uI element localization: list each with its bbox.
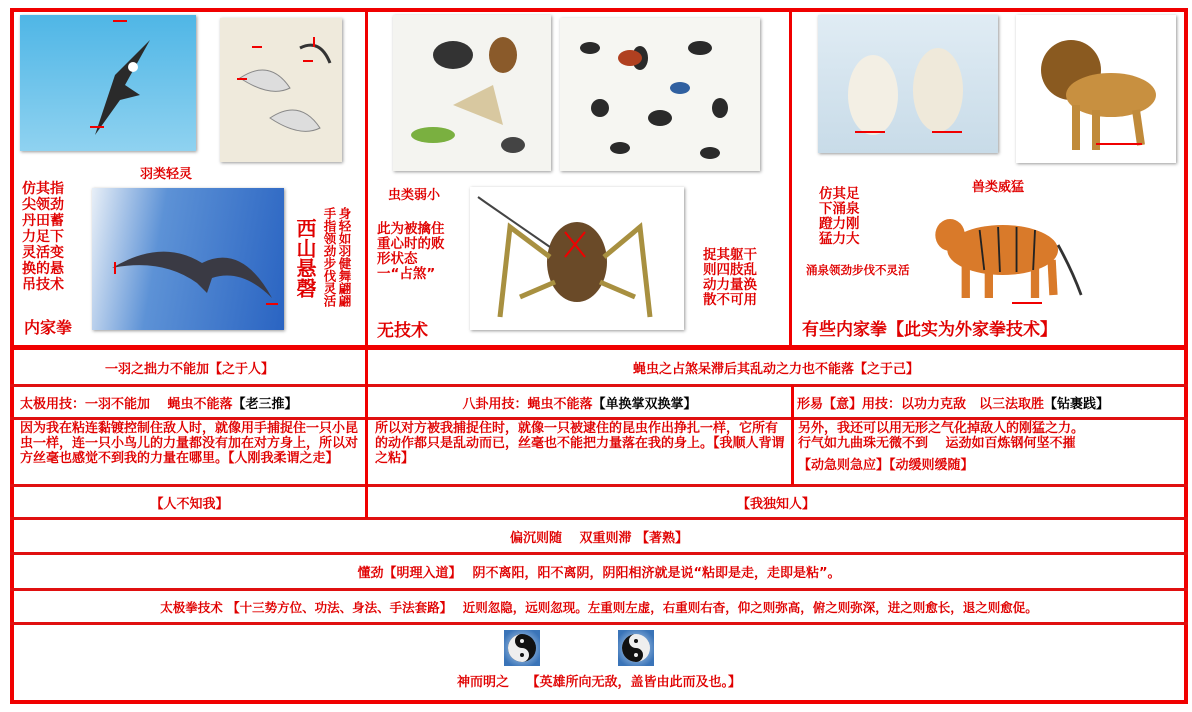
divider: [10, 417, 1188, 420]
marker: [313, 37, 315, 47]
beasts-description: 仿其足 下涌泉 蹬力刚 猛力大: [819, 186, 860, 247]
bagua-technique: [368, 387, 791, 417]
row-dongjin: 懂劲【明理入道】 阴不离阳，阳不离阴，阴阳相济就是说“粘即是走，走即是粘”。: [357, 566, 841, 581]
row-taijiquan-technique: 太极拳技术 【十三势方位、功法、身法、手法套路】 近则忽隐，远则忽现。左重则左虚，右重则右杳，仰之则弥高，俯之则弥深，进之则愈长，退之则愈促。: [160, 599, 1038, 615]
marker: [90, 126, 104, 128]
cricket-image: [470, 187, 684, 330]
divider: [789, 10, 792, 348]
row-yiyu: 一羽之拙力不能加【之于人】: [104, 361, 274, 377]
vertical-note-1: 手指领劲步伐灵活: [322, 207, 337, 307]
marker: [1012, 302, 1042, 304]
marker: [1096, 143, 1142, 145]
row-pianchen: 偏沉则随 双重则滞 【著熟】: [509, 530, 689, 546]
tiger-image: [915, 200, 1083, 305]
marker: [855, 131, 885, 133]
xingyi-technique-name: 【钻裹践】: [1044, 396, 1110, 412]
bagua-explanation: 所以对方被我捕捉住时，就像一只被逮住的昆虫作出挣扎一样，它所有的动作都只是乱动而已，丝毫也不能把力量落在我的身上。【我顺人背谓之粘】: [375, 421, 785, 466]
category-label-insects: 虫类弱小: [388, 188, 441, 203]
panel-footer-external: 有些内家拳【此实为外家拳技术】: [802, 320, 1057, 340]
category-label-beasts: 兽类威猛: [972, 180, 1025, 195]
marker: [237, 78, 247, 80]
birds-description: 仿其指 尖领劲 丹田蓄 力足下 灵活变 换的悬 吊技术: [22, 181, 64, 293]
xingyi-technique: [797, 387, 1187, 417]
yin-yang-icon: [618, 630, 654, 666]
insects-image-1: [393, 15, 551, 171]
panel-footer-neijia: 内家拳: [24, 318, 73, 337]
bagua-technique-text: 八卦用技：蝇虫不能落: [462, 396, 593, 412]
cranes-image: [220, 18, 342, 162]
row-yingchong: 蝇虫之占煞呆滞后其乱动之力也不能落【之于己】: [632, 361, 919, 377]
marker: [113, 20, 127, 22]
marker: [252, 46, 262, 48]
gull-image: [92, 188, 284, 330]
marker: [932, 131, 962, 133]
polar-bears-image: [818, 15, 998, 153]
marker: [266, 303, 278, 305]
divider: [365, 10, 368, 348]
bagua-technique-name: 【单换掌双换掌】: [592, 396, 697, 412]
divider: [791, 385, 794, 485]
ren-bu-zhi-wo: 【人不知我】: [150, 496, 229, 512]
panel-footer-no-technique: 无技术: [377, 321, 428, 341]
taiji-technique: [20, 387, 365, 417]
wo-du-zhi-ren: 【我独知人】: [736, 496, 815, 512]
eagle-image: [20, 15, 196, 151]
divider: [10, 622, 1188, 625]
taiji-technique-name: 【老三推】: [232, 396, 298, 412]
insects-image-2: [560, 18, 760, 171]
vertical-note-2: 身轻如羽健舞翩翩: [337, 207, 352, 307]
insects-description: 此为被擒住 重心时的败 形状态 一“占煞”: [377, 221, 445, 282]
grab-torso-description: 捉其躯干 则四肢乱 动力量涣 散不可用: [703, 247, 757, 308]
xingyi-explanation: 另外，我还可以用无形之气化掉敌人的刚猛之力。 行气如九曲珠无微不到 运劲如百炼钢何坚不摧 【动急则急应】【动缓则缓随】: [798, 421, 1085, 473]
category-label-birds: 羽类轻灵: [140, 167, 193, 182]
marker: [114, 262, 116, 274]
taiji-technique-text: 太极用技：一羽不能加 蝇虫不能落: [20, 396, 233, 412]
lion-image: [1016, 15, 1176, 163]
row-shen-er-ming-zhi: 神而明之 【英雄所向无敌，盖皆由此而及也。】: [456, 674, 742, 690]
taiji-explanation: 因为我在粘连黏镀控制住敌人时，就像用手捕捉住一只小昆虫一样，连一只小鸟儿的力量都没有加在对方身上，所以对方丝毫也感觉不到我的力量在哪里。【人刚我柔谓之走】: [20, 421, 359, 466]
yongquan-note: 涌泉领劲步伐不灵活: [806, 263, 910, 277]
marker: [303, 60, 313, 62]
xingyi-technique-text: 形易【意】用技：以功力克敌 以三法取胜: [797, 396, 1045, 412]
panel-title-xishan: 西山悬磬: [293, 218, 317, 298]
yin-yang-icon: [504, 630, 540, 666]
